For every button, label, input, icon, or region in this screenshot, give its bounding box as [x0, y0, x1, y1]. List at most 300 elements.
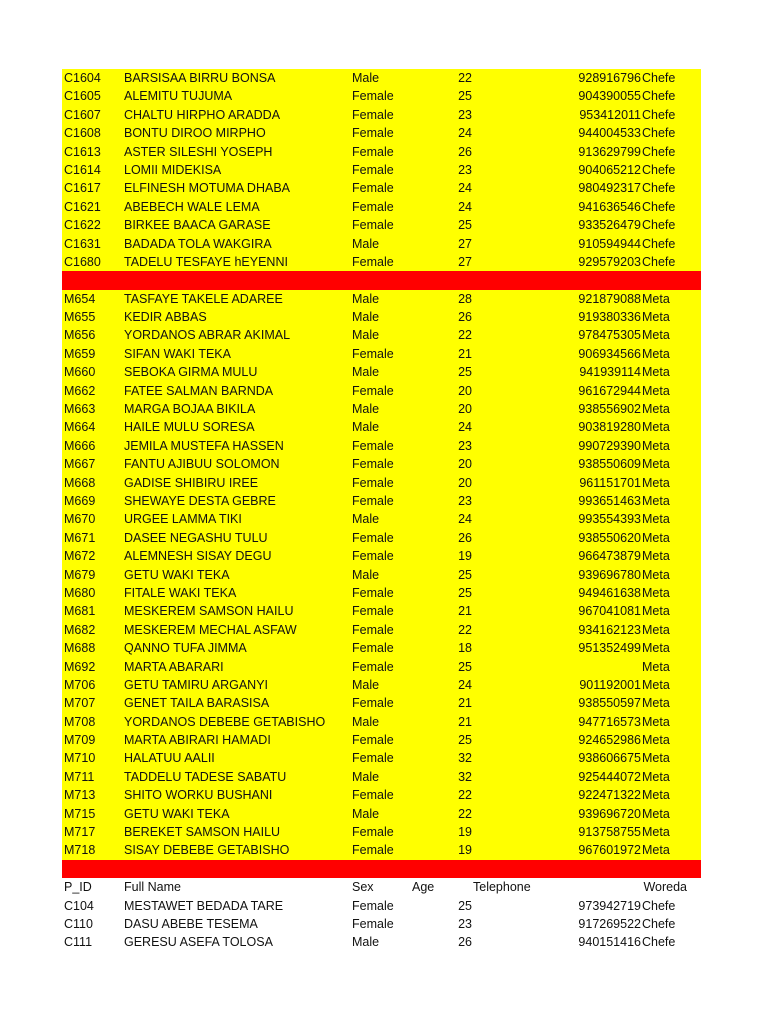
cell-telephone: 922471322 — [578, 788, 641, 803]
cell-pid: M655 — [64, 310, 96, 325]
cell-telephone: 941636546 — [578, 199, 641, 214]
cell-full-name: TASFAYE TAKELE ADAREE — [124, 291, 283, 306]
cell-full-name: DASU ABEBE TESEMA — [124, 916, 258, 931]
cell-sex: Female — [352, 659, 394, 674]
table-row — [62, 69, 701, 87]
plain-block — [62, 897, 701, 952]
cell-sex: Male — [352, 402, 380, 417]
cell-age: 20 — [458, 402, 472, 417]
cell-woreda: Chefe — [642, 162, 676, 177]
cell-pid: M715 — [64, 806, 96, 821]
table-row — [62, 363, 701, 381]
table-row — [62, 290, 701, 308]
cell-woreda: Meta — [642, 457, 670, 472]
cell-pid: C110 — [64, 916, 93, 931]
cell-full-name: GETU TAMIRU ARGANYI — [124, 677, 269, 692]
cell-pid: C1631 — [64, 236, 101, 251]
cell-telephone: 949461638 — [578, 585, 641, 600]
cell-age: 25 — [458, 89, 472, 104]
cell-full-name: LOMII MIDEKISA — [124, 162, 222, 177]
cell-sex: Female — [352, 916, 394, 931]
cell-telephone: 917269522 — [578, 916, 641, 931]
header-pid: P_ID — [64, 880, 92, 895]
table-row — [62, 400, 701, 418]
cell-full-name: MESTAWET BEDADA TARE — [124, 898, 284, 913]
cell-pid: C1608 — [64, 126, 101, 141]
cell-full-name: URGEE LAMMA TIKI — [124, 512, 242, 527]
cell-pid: M668 — [64, 475, 96, 490]
cell-age: 21 — [458, 714, 472, 729]
cell-sex: Female — [352, 383, 394, 398]
table-row — [62, 418, 701, 436]
cell-pid: C1621 — [64, 199, 101, 214]
cell-full-name: SISAY DEBEBE GETABISHO — [124, 843, 290, 858]
cell-woreda: Meta — [642, 438, 670, 453]
cell-pid: M710 — [64, 751, 96, 766]
cell-age: 23 — [458, 162, 472, 177]
table-row — [62, 786, 701, 804]
cell-age: 22 — [458, 328, 472, 343]
cell-age: 18 — [458, 641, 472, 656]
cell-full-name: SHITO WORKU BUSHANI — [124, 788, 273, 803]
cell-woreda: Meta — [642, 512, 670, 527]
table-row — [62, 161, 701, 179]
table-row — [62, 694, 701, 712]
table-row — [62, 345, 701, 363]
cell-pid: M679 — [64, 567, 96, 582]
cell-sex: Male — [352, 714, 380, 729]
cell-sex: Female — [352, 493, 394, 508]
cell-woreda: Meta — [642, 383, 670, 398]
cell-full-name: ELFINESH MOTUMA DHABA — [124, 181, 290, 196]
table-row — [62, 106, 701, 124]
table-row — [62, 933, 701, 951]
cell-pid: M680 — [64, 585, 96, 600]
cell-pid: M669 — [64, 493, 96, 508]
cell-full-name: ASTER SILESHI YOSEPH — [124, 144, 273, 159]
cell-age: 21 — [458, 604, 472, 619]
cell-telephone: 925444072 — [578, 769, 641, 784]
cell-full-name: SIFAN WAKI TEKA — [124, 346, 231, 361]
cell-telephone: 940151416 — [578, 935, 641, 950]
cell-pid: M682 — [64, 622, 96, 637]
cell-age: 25 — [458, 567, 472, 582]
cell-sex: Male — [352, 677, 380, 692]
cell-age: 24 — [458, 181, 472, 196]
cell-woreda: Meta — [642, 825, 670, 840]
cell-sex: Male — [352, 512, 380, 527]
cell-full-name: BIRKEE BAACA GARASE — [124, 218, 271, 233]
cell-woreda: Meta — [642, 310, 670, 325]
cell-full-name: BEREKET SAMSON HAILU — [124, 825, 281, 840]
table-row — [62, 768, 701, 786]
cell-full-name: TADELU TESFAYE hEYENNI — [124, 254, 288, 269]
table-row — [62, 87, 701, 105]
cell-telephone: 967601972 — [578, 843, 641, 858]
cell-woreda: Chefe — [642, 71, 676, 85]
cell-full-name: BONTU DIROO MIRPHO — [124, 126, 266, 141]
cell-age: 32 — [458, 751, 472, 766]
table-row — [62, 235, 701, 253]
cell-age: 22 — [458, 622, 472, 637]
cell-sex: Female — [352, 181, 394, 196]
cell-woreda: Chefe — [642, 199, 676, 214]
cell-pid: C1680 — [64, 254, 101, 269]
cell-full-name: HAILE MULU SORESA — [124, 420, 255, 435]
red-separator-row — [62, 271, 701, 289]
cell-sex: Female — [352, 218, 394, 233]
cell-pid: M663 — [64, 402, 96, 417]
cell-sex: Female — [352, 107, 394, 122]
cell-telephone: 939696720 — [578, 806, 641, 821]
table-row — [62, 658, 701, 676]
cell-sex: Female — [352, 622, 394, 637]
cell-woreda: Meta — [642, 843, 670, 858]
cell-age: 22 — [458, 71, 472, 85]
cell-telephone: 904065212 — [578, 162, 641, 177]
cell-pid: M707 — [64, 696, 96, 711]
cell-sex: Female — [352, 788, 394, 803]
cell-full-name: ALEMITU TUJUMA — [124, 89, 233, 104]
cell-woreda: Chefe — [642, 126, 676, 141]
cell-telephone: 990729390 — [578, 438, 641, 453]
cell-age: 26 — [458, 935, 472, 950]
cell-telephone: 913629799 — [578, 144, 641, 159]
cell-sex: Male — [352, 328, 380, 343]
cell-pid: M681 — [64, 604, 96, 619]
cell-pid: M692 — [64, 659, 96, 674]
cell-telephone: 938550620 — [578, 530, 641, 545]
cell-pid: M654 — [64, 291, 96, 306]
table-row — [62, 143, 701, 161]
cell-age: 24 — [458, 420, 472, 435]
cell-age: 25 — [458, 733, 472, 748]
cell-full-name: GENET TAILA BARASISA — [124, 696, 270, 711]
cell-full-name: FITALE WAKI TEKA — [124, 585, 237, 600]
cell-full-name: BARSISAA BIRRU BONSA — [124, 71, 276, 85]
cell-full-name: TADDELU TADESE SABATU — [124, 769, 287, 784]
cell-woreda: Meta — [642, 604, 670, 619]
cell-telephone: 944004533 — [578, 126, 641, 141]
cell-woreda: Chefe — [642, 181, 676, 196]
cell-age: 25 — [458, 659, 472, 674]
cell-sex: Female — [352, 898, 394, 913]
cell-sex: Female — [352, 475, 394, 490]
cell-age: 25 — [458, 585, 472, 600]
cell-sex: Female — [352, 585, 394, 600]
cell-pid: C1604 — [64, 71, 101, 85]
cell-telephone: 961672944 — [578, 383, 641, 398]
cell-full-name: YORDANOS DEBEBE GETABISHO — [124, 714, 326, 729]
cell-sex: Female — [352, 346, 394, 361]
cell-age: 24 — [458, 677, 472, 692]
table-row — [62, 639, 701, 657]
cell-woreda: Meta — [642, 530, 670, 545]
cell-woreda: Meta — [642, 714, 670, 729]
cell-age: 25 — [458, 898, 472, 913]
cell-telephone: 938556902 — [578, 402, 641, 417]
table-row — [62, 510, 701, 528]
cell-pid: M667 — [64, 457, 96, 472]
cell-pid: M664 — [64, 420, 96, 435]
spreadsheet — [62, 69, 701, 952]
cell-telephone: 951352499 — [578, 641, 641, 656]
table-row — [62, 584, 701, 602]
cell-sex: Male — [352, 420, 380, 435]
cell-telephone: 904390055 — [578, 89, 641, 104]
cell-sex: Male — [352, 236, 380, 251]
cell-sex: Male — [352, 935, 380, 950]
cell-telephone: 993554393 — [578, 512, 641, 527]
cell-woreda: Meta — [642, 291, 670, 306]
cell-pid: M666 — [64, 438, 96, 453]
cell-woreda: Meta — [642, 493, 670, 508]
cell-pid: M660 — [64, 365, 96, 380]
cell-age: 20 — [458, 475, 472, 490]
cell-telephone: 966473879 — [578, 549, 641, 564]
cell-age: 25 — [458, 218, 472, 233]
cell-pid: M670 — [64, 512, 96, 527]
cell-woreda: Meta — [642, 733, 670, 748]
table-row — [62, 326, 701, 344]
cell-telephone: 939696780 — [578, 567, 641, 582]
cell-sex: Female — [352, 254, 394, 269]
cell-woreda: Meta — [642, 751, 670, 766]
cell-pid: C1617 — [64, 181, 101, 196]
cell-sex: Female — [352, 144, 394, 159]
cell-pid: M671 — [64, 530, 96, 545]
table-row — [62, 621, 701, 639]
cell-age: 32 — [458, 769, 472, 784]
cell-age: 20 — [458, 457, 472, 472]
cell-sex: Female — [352, 843, 394, 858]
table-row — [62, 602, 701, 620]
cell-age: 28 — [458, 291, 472, 306]
table-row — [62, 749, 701, 767]
cell-woreda: Meta — [642, 475, 670, 490]
cell-age: 27 — [458, 236, 472, 251]
cell-pid: C1614 — [64, 162, 101, 177]
cell-telephone: 938550609 — [578, 457, 641, 472]
table-row — [62, 823, 701, 841]
cell-telephone: 919380336 — [578, 310, 641, 325]
cell-age: 27 — [458, 254, 472, 269]
cell-telephone: 941939114 — [579, 365, 641, 380]
cell-age: 19 — [458, 549, 472, 564]
cell-telephone: 961151701 — [579, 475, 641, 490]
cell-age: 24 — [458, 512, 472, 527]
cell-telephone: 901192001 — [579, 677, 641, 692]
table-row — [62, 198, 701, 216]
cell-woreda: Meta — [642, 402, 670, 417]
cell-sex: Male — [352, 365, 380, 380]
cell-woreda: Meta — [642, 346, 670, 361]
cell-sex: Female — [352, 696, 394, 711]
table-row — [62, 529, 701, 547]
cell-pid: M688 — [64, 641, 96, 656]
cell-pid: M711 — [64, 769, 95, 784]
cell-sex: Female — [352, 457, 394, 472]
cell-woreda: Chefe — [642, 935, 676, 950]
meta-highlighted-block — [62, 290, 701, 860]
cell-pid: C1605 — [64, 89, 101, 104]
cell-full-name: FATEE SALMAN BARNDA — [124, 383, 274, 398]
cell-full-name: ABEBECH WALE LEMA — [124, 199, 260, 214]
table-row — [62, 474, 701, 492]
cell-age: 26 — [458, 530, 472, 545]
cell-pid: M672 — [64, 549, 96, 564]
cell-sex: Male — [352, 769, 380, 784]
cell-sex: Female — [352, 641, 394, 656]
cell-full-name: JEMILA MUSTEFA HASSEN — [124, 438, 284, 453]
cell-telephone: 903819280 — [578, 420, 641, 435]
cell-full-name: YORDANOS ABRAR AKIMAL — [124, 328, 291, 343]
cell-woreda: Meta — [642, 365, 670, 380]
cell-sex: Male — [352, 806, 380, 821]
cell-sex: Female — [352, 89, 394, 104]
cell-pid: M659 — [64, 346, 96, 361]
cell-sex: Female — [352, 530, 394, 545]
table-row — [62, 455, 701, 473]
cell-sex: Female — [352, 549, 394, 564]
table-row — [62, 308, 701, 326]
cell-age: 22 — [458, 806, 472, 821]
cell-sex: Female — [352, 126, 394, 141]
table-row — [62, 253, 701, 271]
cell-woreda: Chefe — [642, 254, 676, 269]
cell-pid: M656 — [64, 328, 96, 343]
cell-full-name: GERESU ASEFA TOLOSA — [124, 935, 273, 950]
cell-woreda: Meta — [642, 585, 670, 600]
cell-pid: M713 — [64, 788, 96, 803]
cell-age: 19 — [458, 843, 472, 858]
cell-pid: C1607 — [64, 107, 101, 122]
table-row — [62, 915, 701, 933]
cell-sex: Female — [352, 199, 394, 214]
cell-full-name: ALEMNESH SISAY DEGU — [124, 549, 272, 564]
cell-sex: Female — [352, 604, 394, 619]
cell-age: 24 — [458, 199, 472, 214]
cell-woreda: Meta — [642, 622, 670, 637]
cell-woreda: Meta — [642, 567, 670, 582]
cell-woreda: Chefe — [642, 916, 676, 931]
cell-full-name: GETU WAKI TEKA — [124, 806, 230, 821]
cell-age: 23 — [458, 438, 472, 453]
cell-full-name: SHEWAYE DESTA GEBRE — [124, 493, 276, 508]
cell-full-name: SEBOKA GIRMA MULU — [124, 365, 258, 380]
cell-woreda: Meta — [642, 549, 670, 564]
cell-age: 23 — [458, 493, 472, 508]
cell-pid: C111 — [64, 935, 93, 950]
cell-age: 24 — [458, 126, 472, 141]
cell-woreda: Meta — [642, 659, 670, 674]
cell-telephone: 928916796 — [578, 71, 641, 85]
cell-woreda: Chefe — [642, 89, 676, 104]
cell-pid: C104 — [64, 898, 94, 913]
cell-sex: Female — [352, 825, 394, 840]
cell-sex: Female — [352, 751, 394, 766]
cell-full-name: BADADA TOLA WAKGIRA — [124, 236, 272, 251]
cell-woreda: Chefe — [642, 107, 676, 122]
cell-telephone: 929579203 — [578, 254, 641, 269]
header-woreda: Woreda — [643, 880, 687, 895]
cell-telephone: 993651463 — [578, 493, 641, 508]
cell-woreda: Chefe — [642, 144, 676, 159]
cell-telephone: 980492317 — [578, 181, 641, 196]
cell-full-name: CHALTU HIRPHO ARADDA — [124, 107, 281, 122]
cell-age: 23 — [458, 107, 472, 122]
cell-sex: Female — [352, 733, 394, 748]
cell-telephone: 924652986 — [578, 733, 641, 748]
chefe-highlighted-block — [62, 69, 701, 271]
cell-full-name: FANTU AJIBUU SOLOMON — [124, 457, 280, 472]
cell-telephone: 934162123 — [578, 622, 641, 637]
table-row — [62, 437, 701, 455]
table-row — [62, 124, 701, 142]
cell-age: 26 — [458, 310, 472, 325]
cell-telephone: 910594944 — [578, 236, 641, 251]
cell-sex: Male — [352, 71, 380, 85]
cell-telephone: 947716573 — [578, 714, 641, 729]
cell-age: 23 — [458, 916, 472, 931]
cell-woreda: Meta — [642, 769, 670, 784]
table-row — [62, 897, 701, 915]
table-row — [62, 841, 701, 859]
cell-full-name: MESKEREM MECHAL ASFAW — [124, 622, 297, 637]
cell-age: 22 — [458, 788, 472, 803]
cell-pid: M706 — [64, 677, 96, 692]
cell-woreda: Meta — [642, 420, 670, 435]
cell-pid: M709 — [64, 733, 96, 748]
cell-telephone: 978475305 — [578, 328, 641, 343]
cell-woreda: Meta — [642, 696, 670, 711]
table-row — [62, 676, 701, 694]
header-age: Age — [412, 880, 435, 895]
cell-telephone: 906934566 — [578, 346, 641, 361]
cell-telephone: 938550597 — [578, 696, 641, 711]
table-row — [62, 805, 701, 823]
table-row — [62, 713, 701, 731]
cell-full-name: MARGA BOJAA BIKILA — [124, 402, 256, 417]
header-telephone: Telephone — [473, 880, 531, 895]
cell-woreda: Chefe — [642, 218, 676, 233]
cell-telephone: 921879088 — [578, 291, 641, 306]
cell-full-name: GETU WAKI TEKA — [124, 567, 230, 582]
cell-full-name: MESKEREM SAMSON HAILU — [124, 604, 294, 619]
cell-age: 21 — [458, 346, 472, 361]
cell-woreda: Meta — [642, 641, 670, 656]
cell-telephone: 953412011 — [579, 107, 641, 122]
cell-woreda: Chefe — [642, 236, 676, 251]
table-row — [62, 731, 701, 749]
cell-woreda: Meta — [642, 788, 670, 803]
table-row — [62, 547, 701, 565]
cell-full-name: KEDIR ABBAS — [124, 310, 207, 325]
cell-telephone: 913758755 — [578, 825, 641, 840]
table-row — [62, 216, 701, 234]
cell-full-name: MARTA ABIRARI HAMADI — [124, 733, 271, 748]
cell-full-name: HALATUU AALII — [124, 751, 215, 766]
cell-pid: M718 — [64, 843, 96, 858]
cell-pid: C1622 — [64, 218, 101, 233]
cell-woreda: Meta — [642, 677, 670, 692]
cell-pid: M662 — [64, 383, 96, 398]
red-separator-row — [62, 860, 701, 878]
cell-pid: M708 — [64, 714, 96, 729]
cell-woreda: Meta — [642, 328, 670, 343]
table-row — [62, 492, 701, 510]
cell-full-name: QANNO TUFA JIMMA — [124, 641, 247, 656]
